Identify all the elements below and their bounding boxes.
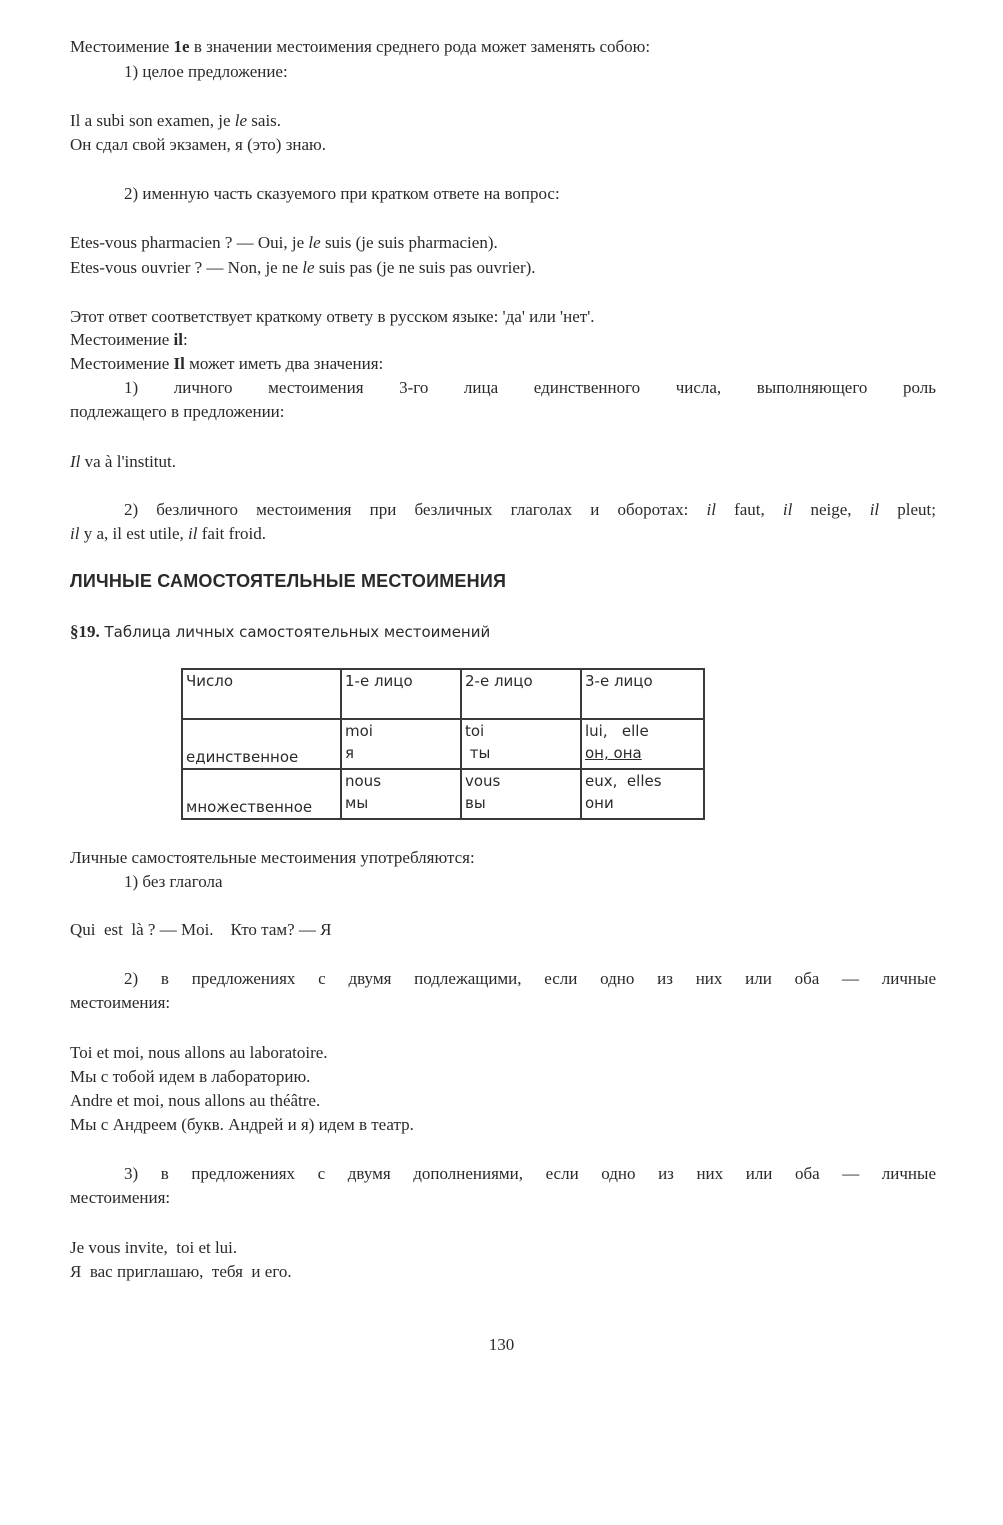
subheading-il bbox=[70, 329, 936, 351]
list-item-3: 3) в предложениях с двумя дополнениями, если одно из них или оба — личные bbox=[124, 1164, 936, 1183]
example-russian: Мы с Андреем (букв. Андрей и я) идем в театр. bbox=[70, 1115, 414, 1134]
cell-french: lui, elle bbox=[585, 722, 649, 740]
list-item-1: 1) личного местоимения 3-го лица единственного числа, выполняющего роль bbox=[124, 378, 936, 397]
italic-il: il bbox=[782, 500, 793, 519]
list-item-2-continued: местоимения: bbox=[70, 993, 171, 1012]
list-item-2: 2) в предложениях с двумя подлежащими, если одно из них или оба — личные bbox=[124, 969, 936, 988]
example-russian: Он сдал свой экзамен, я (это) знаю. bbox=[70, 135, 326, 154]
table-row bbox=[182, 769, 704, 819]
example-french: Andre et moi, nous allons au théâtre. bbox=[70, 1091, 321, 1110]
section-title bbox=[70, 621, 936, 643]
term-il: il bbox=[173, 330, 183, 349]
text: 2) безличного местоимения при безличных глаголах и оборотах: bbox=[124, 500, 707, 519]
table-header-cell: 3-е лицо bbox=[581, 669, 704, 719]
text: : bbox=[182, 330, 188, 349]
text: va à l'institut. bbox=[80, 452, 176, 471]
table-cell bbox=[461, 719, 581, 769]
text: fait froid. bbox=[197, 524, 266, 543]
paragraph-il-meanings bbox=[70, 353, 936, 375]
text: faut, bbox=[715, 500, 783, 519]
cell-french: eux, elles bbox=[585, 772, 662, 790]
text: Местоимение bbox=[70, 330, 174, 349]
cell-russian: он, она bbox=[585, 744, 642, 762]
table-header-cell: 2-е лицо bbox=[461, 669, 581, 719]
text: Etes-vous pharmacien ? — Oui, je bbox=[70, 233, 309, 252]
example-french bbox=[70, 257, 936, 279]
cell-russian: ты bbox=[465, 744, 491, 762]
cell-french: vous bbox=[465, 772, 501, 790]
paragraph-le-intro bbox=[70, 36, 936, 58]
cell-russian: я bbox=[345, 744, 355, 762]
cell-russian: они bbox=[585, 794, 614, 812]
table-row bbox=[182, 719, 704, 769]
table-header-cell: 1-е лицо bbox=[341, 669, 461, 719]
text: Il a subi son examen, je bbox=[70, 111, 235, 130]
paragraph-usage: Личные самостоятельные местоимения употребляются: bbox=[70, 848, 475, 867]
cell-french: moi bbox=[345, 722, 373, 740]
row-label: множественное bbox=[186, 798, 313, 816]
table-cell bbox=[341, 719, 461, 769]
section-number: §19. bbox=[70, 622, 100, 641]
italic-le: le bbox=[234, 111, 248, 130]
term-il: Il bbox=[173, 354, 185, 373]
text: suis (je suis pharmacien). bbox=[320, 233, 498, 252]
text: Etes-vous ouvrier ? — Non, je ne bbox=[70, 258, 303, 277]
cell-russian: мы bbox=[345, 794, 369, 812]
text: pleut; bbox=[879, 500, 936, 519]
pronoun-table bbox=[181, 668, 705, 820]
example-french bbox=[70, 232, 936, 254]
table-cell bbox=[581, 769, 704, 819]
italic-il: il bbox=[869, 500, 880, 519]
table-cell bbox=[461, 769, 581, 819]
section-heading: ЛИЧНЫЕ САМОСТОЯТЕЛЬНЫЕ МЕСТОИМЕНИЯ bbox=[70, 571, 507, 591]
text: sais. bbox=[247, 111, 282, 130]
list-item-1: 1) без глагола bbox=[124, 872, 223, 891]
list-item-3-continued: местоимения: bbox=[70, 1188, 171, 1207]
cell-russian: вы bbox=[465, 794, 486, 812]
table-header-cell: Число bbox=[182, 669, 341, 719]
list-item-2-continued bbox=[70, 523, 936, 545]
list-item-1-continued: подлежащего в предложении: bbox=[70, 402, 285, 421]
text: Местоимение bbox=[70, 354, 174, 373]
list-item-2: 2) именную часть сказуемого при кратком ответе на вопрос: bbox=[124, 184, 560, 203]
list-item-1: 1) целое предложение: bbox=[124, 62, 288, 81]
text: в значении местоимения среднего рода может заменять собою: bbox=[189, 37, 651, 56]
example-french: Je vous invite, toi et lui. bbox=[70, 1238, 238, 1257]
example-russian: Мы с тобой идем в лабораторию. bbox=[70, 1067, 311, 1086]
text: Таблица личных самостоятельных местоимений bbox=[99, 623, 491, 641]
table-cell bbox=[581, 719, 704, 769]
italic-il: il bbox=[706, 500, 716, 519]
example-russian: Я вас приглашаю, тебя и его. bbox=[70, 1262, 292, 1281]
italic-le: le bbox=[302, 258, 315, 277]
text: может иметь два значения: bbox=[184, 354, 384, 373]
text: suis pas (je ne suis pas ouvrier). bbox=[314, 258, 536, 277]
paragraph-note: Этот ответ соответствует краткому ответу в русском языке: 'да' или 'нет'. bbox=[70, 307, 595, 326]
cell-french: toi bbox=[465, 722, 485, 740]
example-french bbox=[70, 451, 936, 473]
cell-french: nous bbox=[345, 772, 382, 790]
italic-il: il bbox=[188, 524, 198, 543]
example-dialogue: Qui est là ? — Moi. Кто там? — Я bbox=[70, 920, 332, 939]
text: neige, bbox=[792, 500, 870, 519]
page-number: 130 bbox=[488, 1335, 515, 1354]
text: y a, il est utile, bbox=[79, 524, 189, 543]
table-cell bbox=[182, 769, 341, 819]
term-le: 1е bbox=[173, 37, 190, 56]
table-cell bbox=[341, 769, 461, 819]
row-label: единственное bbox=[186, 748, 299, 766]
italic-le: le bbox=[308, 233, 321, 252]
table-header-row bbox=[182, 669, 704, 719]
italic-il: il bbox=[70, 524, 80, 543]
list-item-2 bbox=[124, 499, 936, 521]
italic-il: Il bbox=[70, 452, 81, 471]
example-french: Toi et moi, nous allons au laboratoire. bbox=[70, 1043, 328, 1062]
text: Местоимение bbox=[70, 37, 174, 56]
table-cell bbox=[182, 719, 341, 769]
example-french bbox=[70, 110, 936, 132]
